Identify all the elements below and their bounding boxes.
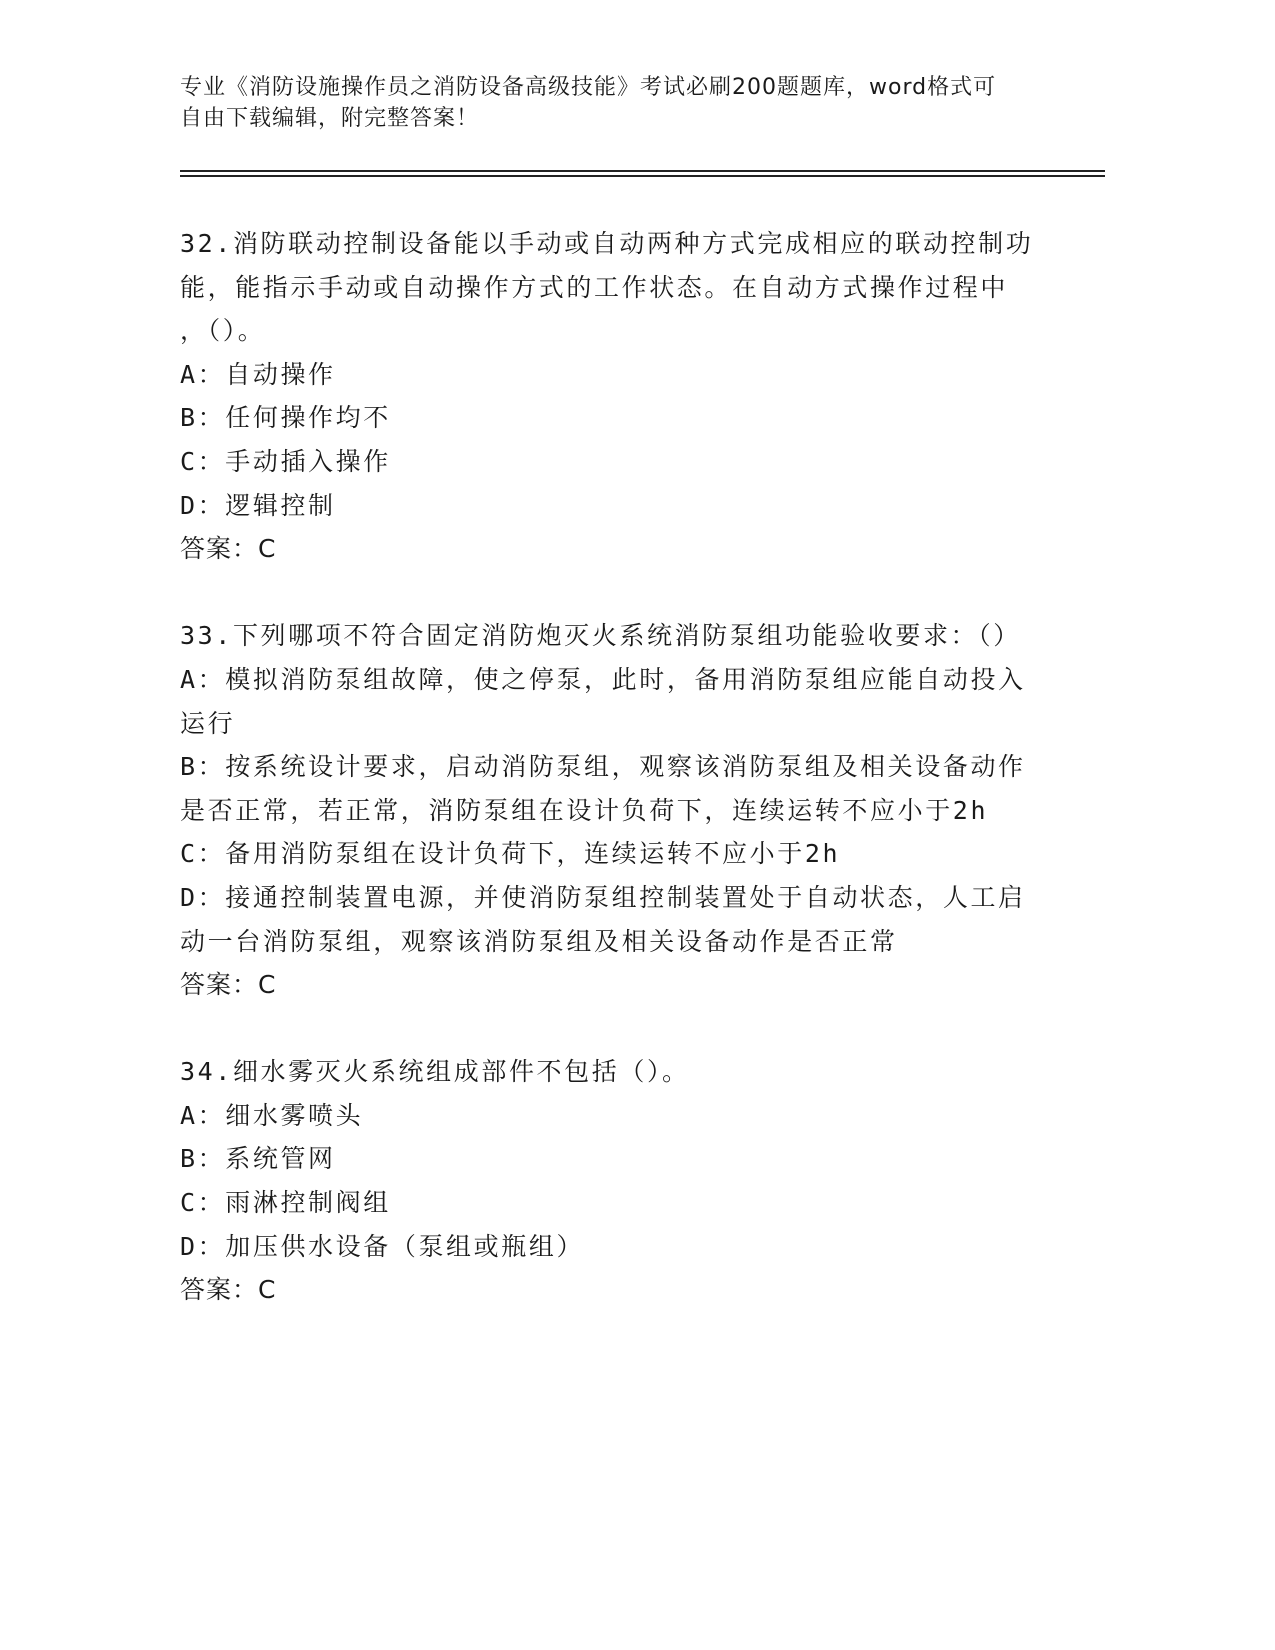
option-b: B：按系统设计要求，启动消防泵组，观察该消防泵组及相关设备动作 bbox=[180, 752, 1026, 782]
header-divider bbox=[180, 175, 1105, 177]
question-33 bbox=[180, 614, 1040, 1006]
document-header bbox=[180, 72, 1040, 134]
option-c: C：手动插入操作 bbox=[180, 446, 391, 476]
option-b-cont: 是否正常，若正常，消防泵组在设计负荷下，连续运转不应小于2h bbox=[180, 795, 989, 825]
answer: 答案：C bbox=[180, 1275, 277, 1305]
option-d: D：接通控制装置电源，并使消防泵组控制装置处于自动状态，人工启 bbox=[180, 882, 1026, 912]
answer: 答案：C bbox=[180, 970, 277, 1000]
question-text: ，（）。 bbox=[180, 316, 266, 346]
option-b: B：任何操作均不 bbox=[180, 403, 391, 433]
header-line: 自由下载编辑，附完整答案！ bbox=[180, 106, 480, 131]
header-line: 专业《消防设施操作员之消防设备高级技能》考试必刷200题题库，word格式可 bbox=[180, 75, 997, 100]
option-c: C：备用消防泵组在设计负荷下，连续运转不应小于2h bbox=[180, 839, 841, 869]
option-c: C：雨淋控制阀组 bbox=[180, 1188, 391, 1218]
option-d: D：逻辑控制 bbox=[180, 490, 336, 520]
option-a: A：自动操作 bbox=[180, 359, 336, 389]
option-a: A：细水雾喷头 bbox=[180, 1100, 364, 1130]
question-32 bbox=[180, 222, 1040, 571]
question-text: 33.下列哪项不符合固定消防炮灭火系统消防泵组功能验收要求：（） bbox=[180, 621, 1021, 651]
header-divider bbox=[180, 170, 1105, 172]
option-d-cont: 动一台消防泵组，观察该消防泵组及相关设备动作是否正常 bbox=[180, 926, 898, 956]
option-a-cont: 运行 bbox=[180, 708, 236, 738]
question-text: 能，能指示手动或自动操作方式的工作状态。在自动方式操作过程中 bbox=[180, 272, 1009, 302]
question-text: 32.消防联动控制设备能以手动或自动两种方式完成相应的联动控制功 bbox=[180, 229, 1034, 258]
question-list bbox=[180, 222, 1040, 1355]
option-a: A：模拟消防泵组故障，使之停泵，此时，备用消防泵组应能自动投入 bbox=[180, 664, 1026, 694]
answer: 答案：C bbox=[180, 534, 277, 564]
question-text: 34.细水雾灭火系统组成部件不包括（）。 bbox=[180, 1057, 690, 1087]
option-b: B：系统管网 bbox=[180, 1144, 336, 1174]
option-d: D：加压供水设备（泵组或瓶组） bbox=[180, 1231, 585, 1261]
question-34 bbox=[180, 1050, 1040, 1312]
